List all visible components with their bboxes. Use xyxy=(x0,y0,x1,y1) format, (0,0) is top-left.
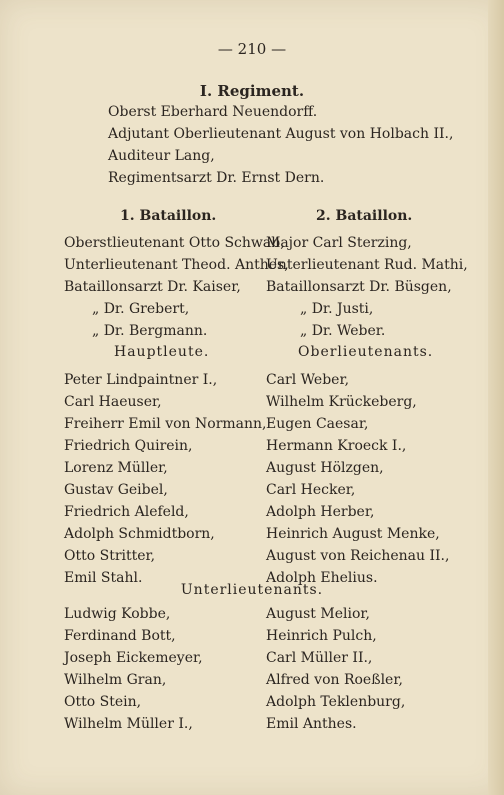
hauptmann-name: Emil Stahl. xyxy=(64,570,143,586)
hauptleute-heading: Hauptleute. xyxy=(114,344,210,360)
unterlieutenant-name: Heinrich Pulch, xyxy=(266,628,377,644)
regiment-staff-line: Regimentsarzt Dr. Ernst Dern. xyxy=(108,170,325,186)
hauptmann-name: Lorenz Müller, xyxy=(64,460,168,476)
regiment-staff-line: Auditeur Lang, xyxy=(108,148,215,164)
oberlieutenant-name: Carl Weber, xyxy=(266,372,350,388)
unterlieutenant-name: Ludwig Kobbe, xyxy=(64,606,171,622)
regiment-heading: I. Regiment. xyxy=(199,82,305,100)
regiment-staff-line: Adjutant Oberlieutenant August von Holbach II., xyxy=(108,126,454,142)
oberlieutenant-name: August Hölzgen, xyxy=(266,460,384,476)
unterlieutenant-name: Carl Müller II., xyxy=(266,650,373,666)
hauptmann-name: Otto Stritter, xyxy=(64,548,156,564)
unterlieutenant-name: Joseph Eickemeyer, xyxy=(64,650,203,666)
page-number: — 210 — xyxy=(217,40,287,58)
oberlieutenant-name: Heinrich August Menke, xyxy=(266,526,440,542)
battalion-2-line: „ Dr. Weber. xyxy=(300,323,386,339)
oberlieutenant-name: Adolph Herber, xyxy=(266,504,375,520)
unterlieutenant-name: August Melior, xyxy=(266,606,370,622)
hauptmann-name: Freiherr Emil von Normann, xyxy=(64,416,267,432)
battalion-2-line: Bataillonsarzt Dr. Büsgen, xyxy=(266,279,452,295)
unterlieutenant-name: Wilhelm Müller I., xyxy=(64,716,193,732)
battalion-1-line: Unterlieutenant Theod. Anthes, xyxy=(64,257,289,273)
unterlieutenants-heading: Unterlieutenants. xyxy=(180,582,324,598)
hauptmann-name: Adolph Schmidtborn, xyxy=(64,526,215,542)
battalion-1-line: „ Dr. Bergmann. xyxy=(92,323,208,339)
hauptmann-name: Carl Haeuser, xyxy=(64,394,162,410)
oberlieutenant-name: Hermann Kroeck I., xyxy=(266,438,407,454)
battalion-1-heading: 1. Bataillon. xyxy=(120,208,217,224)
page-edge xyxy=(488,0,504,795)
oberlieutenant-name: August von Reichenau II., xyxy=(266,548,450,564)
oberlieutenant-name: Adolph Ehelius. xyxy=(266,570,378,586)
battalion-2-line: Unterlieutenant Rud. Mathi, xyxy=(266,257,468,273)
oberlieutenant-name: Eugen Caesar, xyxy=(266,416,369,432)
battalion-2-line: Major Carl Sterzing, xyxy=(266,235,412,251)
unterlieutenant-name: Emil Anthes. xyxy=(266,716,357,732)
battalion-1-line: „ Dr. Grebert, xyxy=(92,301,190,317)
unterlieutenant-name: Adolph Teklenburg, xyxy=(266,694,406,710)
unterlieutenant-name: Ferdinand Bott, xyxy=(64,628,176,644)
hauptmann-name: Gustav Geibel, xyxy=(64,482,168,498)
unterlieutenant-name: Wilhelm Gran, xyxy=(64,672,167,688)
battalion-2-line: „ Dr. Justi, xyxy=(300,301,374,317)
battalion-2-heading: 2. Bataillon. xyxy=(316,208,413,224)
unterlieutenant-name: Otto Stein, xyxy=(64,694,142,710)
regiment-staff-line: Oberst Eberhard Neuendorff. xyxy=(108,104,318,120)
oberlieutenants-heading: Oberlieutenants. xyxy=(298,344,434,360)
hauptmann-name: Friedrich Alefeld, xyxy=(64,504,189,520)
battalion-1-line: Oberstlieutenant Otto Schwab, xyxy=(64,235,285,251)
unterlieutenant-name: Alfred von Roeßler, xyxy=(266,672,403,688)
oberlieutenant-name: Carl Hecker, xyxy=(266,482,356,498)
hauptmann-name: Friedrich Quirein, xyxy=(64,438,193,454)
hauptmann-name: Peter Lindpaintner I., xyxy=(64,372,218,388)
oberlieutenant-name: Wilhelm Krückeberg, xyxy=(266,394,417,410)
battalion-1-line: Bataillonsarzt Dr. Kaiser, xyxy=(64,279,241,295)
